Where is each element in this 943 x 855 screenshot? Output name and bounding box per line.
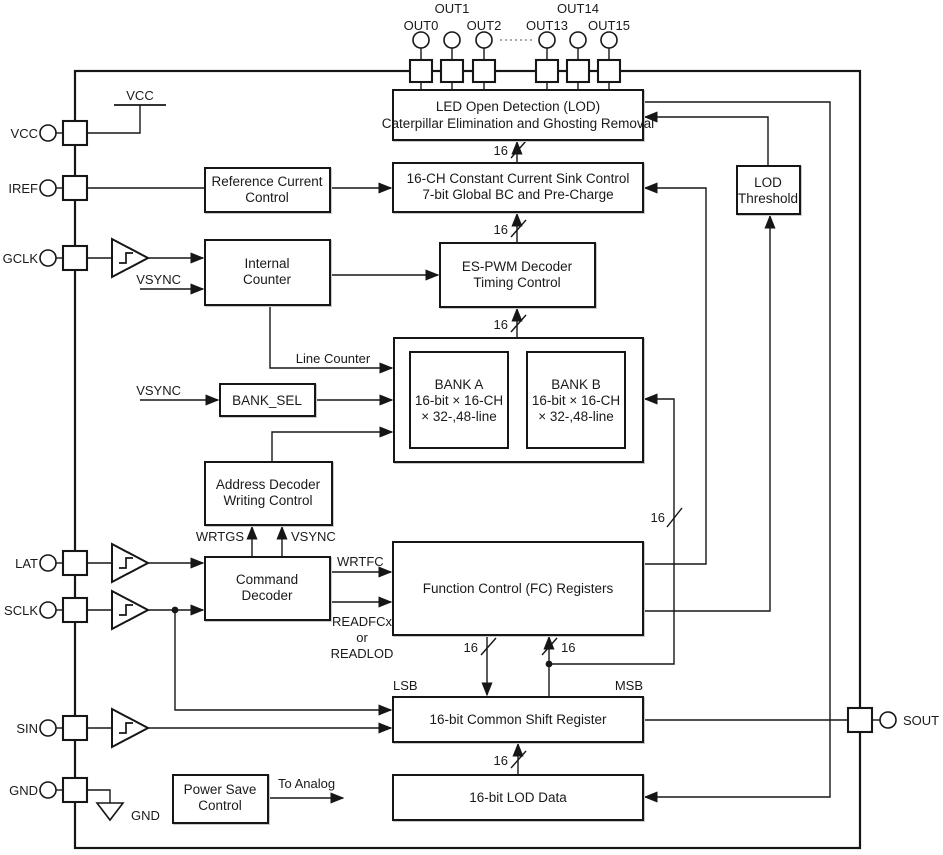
sclk-pin-circle [40, 602, 56, 618]
iref-pin-circle [40, 180, 56, 196]
block-label: ES-PWM Decoder [461, 259, 573, 274]
sout-pin-circle [880, 712, 896, 728]
block-label: Counter [242, 272, 292, 287]
ground-triangle-icon [97, 803, 123, 820]
bus-width-label: 16 [493, 317, 508, 332]
block-label: Command [235, 572, 299, 587]
lod-data-block [393, 775, 643, 820]
sout-pin-label: SOUT [903, 713, 940, 728]
bus-slash-icon [481, 638, 496, 655]
top-out-pins [404, 1, 630, 90]
vsync-label: VSYNC [136, 383, 181, 398]
current-sink-control-block [393, 163, 643, 212]
bus-width-label: 16 [650, 510, 665, 525]
bus-slash-icon [511, 220, 526, 237]
sin-pin-label: SIN [16, 721, 38, 736]
out0-pad [410, 60, 432, 82]
block-label: Caterpillar Elimination and Ghosting Removal [381, 116, 655, 131]
out13-label: OUT13 [526, 18, 568, 33]
vcc-pad [63, 121, 87, 145]
vcc-rail-label: VCC [126, 88, 154, 103]
lsb-label: LSB [393, 678, 418, 693]
block-label: 7-bit Global BC and Pre-Charge [422, 187, 614, 202]
out15-pad [598, 60, 620, 82]
block-label: Reference Current [211, 174, 323, 189]
bus-width-label: 16 [493, 222, 508, 237]
out2-label: OUT2 [466, 18, 502, 33]
out1-label: OUT1 [434, 1, 470, 16]
out2-pin-circle [476, 32, 492, 48]
gnd-symbol [87, 790, 160, 823]
addr-decoder-to-bank-wire [272, 432, 392, 462]
command-decoder-block [205, 557, 330, 620]
gclk-pad [63, 246, 87, 270]
gnd-wire [87, 790, 110, 803]
out13-pin-circle [539, 32, 555, 48]
reference-current-control-block [205, 168, 330, 212]
block-label: Control [198, 798, 242, 813]
block-label: Control [245, 190, 289, 205]
led-open-detection-block [382, 90, 654, 140]
lat-schmitt-trigger-icon [112, 544, 148, 582]
block-label: Decoder [241, 588, 293, 603]
espwm-decoder-block [440, 243, 595, 307]
bus-slash-icon [511, 315, 526, 332]
gclk-pin-circle [40, 250, 56, 266]
bank-a-block [410, 352, 508, 448]
shift-register-block [393, 697, 643, 742]
iref-pad [63, 176, 87, 200]
bus-width-label: 16 [493, 753, 508, 768]
to-analog-label: To Analog [278, 776, 336, 791]
sin-pad [63, 716, 87, 740]
block-label: LOD [754, 175, 782, 190]
block-label: Function Control (FC) Registers [422, 581, 614, 596]
gnd-pin-label: GND [9, 783, 38, 798]
lat-pin-circle [40, 555, 56, 571]
block-label: BANK A [434, 377, 484, 392]
lat-pin-label: LAT [15, 556, 38, 571]
bus-slash-icon [511, 141, 526, 158]
bus-width-label: 16 [463, 640, 478, 655]
line-counter-label: Line Counter [295, 351, 371, 366]
gnd-rail-label: GND [131, 808, 160, 823]
bank-b-block [527, 352, 625, 448]
out0-pin-circle [413, 32, 429, 48]
lod-threshold-to-lod-wire [645, 117, 768, 166]
sin-pin-circle [40, 720, 56, 736]
gclk-pin-label: GCLK [2, 251, 38, 266]
bus-width-label: 16 [561, 640, 576, 655]
bank-sel-block [220, 384, 315, 416]
sout-pin [643, 708, 939, 732]
block-label: Writing Control [223, 493, 313, 508]
iref-pin-label: IREF [8, 181, 38, 196]
sclk-pad [63, 598, 87, 622]
block-label: 16-bit × 16-CH [531, 393, 621, 408]
block-label: LED Open Detection (LOD) [435, 99, 601, 114]
vcc-pin-circle [40, 125, 56, 141]
block-label: BANK B [551, 377, 601, 392]
block-label: BANK_SEL [232, 393, 302, 408]
vcc-rail [87, 88, 166, 133]
wrtfc-label: WRTFC [337, 554, 384, 569]
or-label: or [356, 630, 368, 645]
block-label: × 32-,48-line [538, 409, 614, 424]
out2-pad [473, 60, 495, 82]
block-label: 16-bit × 16-CH [414, 393, 504, 408]
block-label: × 32-,48-line [421, 409, 497, 424]
vsync-label: VSYNC [291, 529, 336, 544]
bus-width-label: 16 [493, 143, 508, 158]
lat-pad [63, 551, 87, 575]
block-label: 16-bit LOD Data [469, 790, 567, 805]
block-label: Address Decoder [215, 477, 321, 492]
block-label: Power Save [183, 782, 257, 797]
sin-schmitt-trigger-icon [112, 709, 148, 747]
readfcx-label: READFCx [332, 614, 392, 629]
bank-container-block [394, 338, 643, 462]
out1-pin-circle [444, 32, 460, 48]
wrtgs-label: WRTGS [195, 529, 244, 544]
sclk-schmitt-trigger-icon [112, 591, 148, 629]
readlod-label: READLOD [330, 646, 394, 661]
sclk-junction-dot [172, 607, 179, 614]
vcc-pin-label: VCC [10, 126, 38, 141]
sout-pad [848, 708, 872, 732]
out15-label: OUT15 [588, 18, 630, 33]
msb-label: MSB [614, 678, 643, 693]
gnd-pad [63, 778, 87, 802]
block-label: 16-CH Constant Current Sink Control [406, 171, 630, 186]
address-decoder-block [205, 462, 332, 525]
out14-pad [567, 60, 589, 82]
fc-registers-block [393, 542, 643, 635]
out0-label: OUT0 [403, 18, 439, 33]
block-label: Timing Control [473, 275, 561, 290]
vsync-label: VSYNC [136, 272, 181, 287]
gnd-pin-circle [40, 782, 56, 798]
lod-threshold-block [737, 166, 800, 214]
shift-fc-junction-dot [546, 661, 553, 668]
vcc-rail-wire [87, 105, 140, 133]
block-label: 16-bit Common Shift Register [429, 712, 607, 727]
out14-pin-circle [570, 32, 586, 48]
out1-pad [441, 60, 463, 82]
out13-pad [536, 60, 558, 82]
out14-label: OUT14 [557, 1, 599, 16]
power-save-control-block [173, 775, 268, 823]
block-label: Internal [244, 256, 290, 271]
internal-counter-block [205, 240, 330, 305]
out15-pin-circle [601, 32, 617, 48]
block-label: Threshold [737, 191, 799, 206]
schmitt-buffers [112, 239, 148, 747]
sclk-pin-label: SCLK [4, 603, 38, 618]
